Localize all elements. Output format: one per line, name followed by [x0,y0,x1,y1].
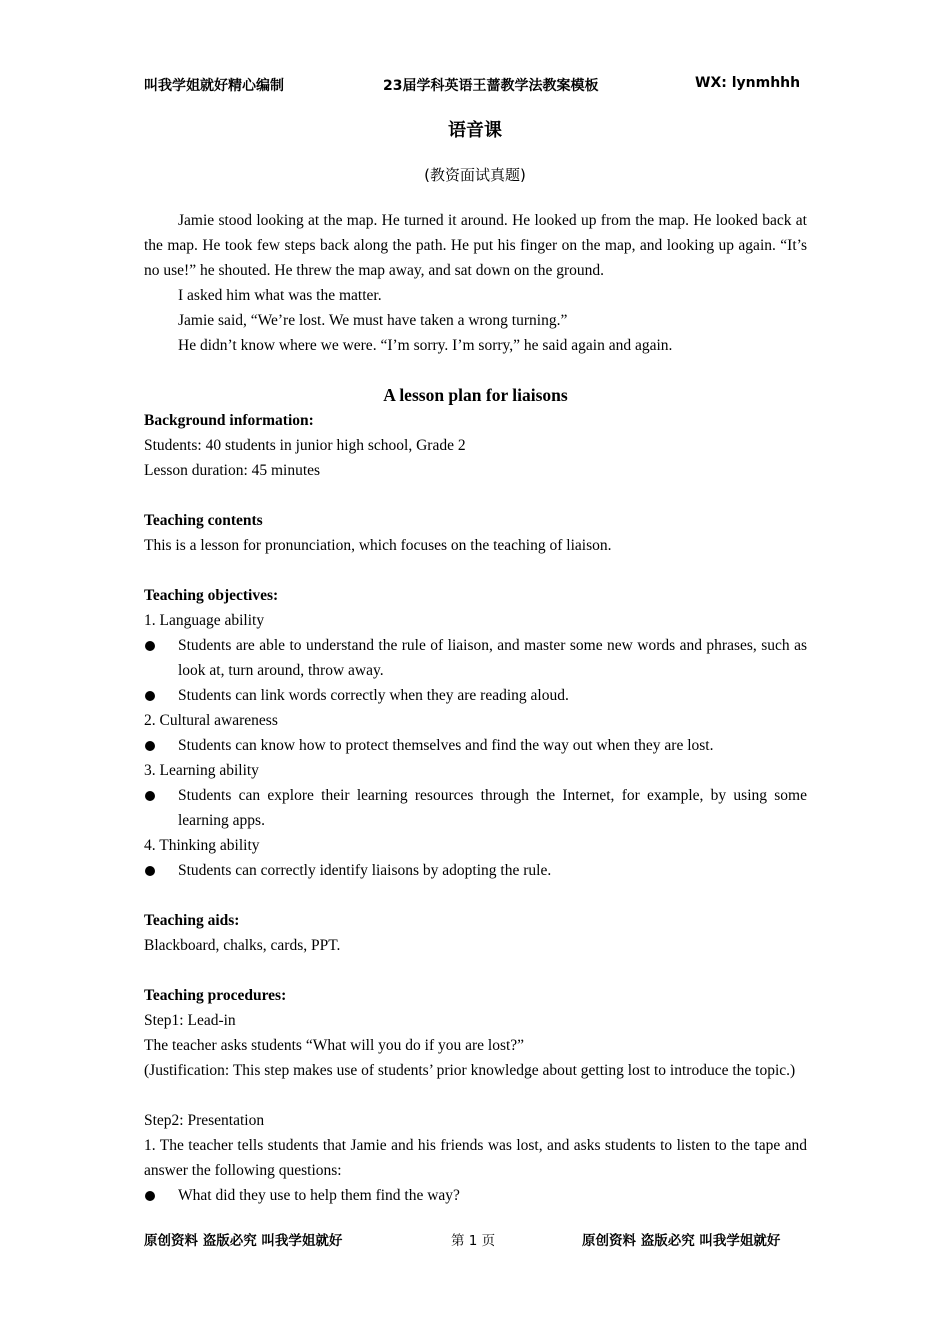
section-heading: Teaching contents [144,512,263,529]
list-item: Students can know how to protect themselves and find the way out when they are lost. [144,733,807,758]
story-paragraph: Jamie stood looking at the map. He turned it around. He looked up from the map. He looked back at the map. He took few steps back along the path. He put his finger on the map, and looking up again. “It’s no use!” he shouted. He threw the map away, and sat down on the ground. [144,212,807,279]
objective-group-label: 1. Language ability [144,612,265,629]
story-line: Jamie said, “We’re lost. We must have taken a wrong turning.” [178,312,568,329]
bullet-icon [145,1191,155,1201]
bullet-icon [145,791,155,801]
section-heading: Teaching procedures: [144,987,287,1004]
contents-text: This is a lesson for pronunciation, which focuses on the teaching of liaison. [144,537,612,554]
bullet-icon [145,691,155,701]
justification-text: (Justification: This step makes use of students’ prior knowledge about getting lost to introduce the topic.) [144,1062,796,1079]
page-title: 语音课 [448,120,502,141]
objective-group-label: 4. Thinking ability [144,837,260,854]
list-item: Students are able to understand the rule of liaison, and master some new words and phrases, such as look at, turn around, throw away. [144,633,807,683]
duration-info: Lesson duration: 45 minutes [144,462,321,479]
page-number: 第 1 页 [451,1233,496,1249]
aids-text: Blackboard, chalks, cards, PPT. [144,937,341,954]
objective-group-label: 3. Learning ability [144,762,259,779]
section-heading: Teaching aids: [144,912,240,929]
list-item: Students can explore their learning resources through the Internet, for example, by using some learning apps. [144,783,807,833]
footer-left: 原创资料 盗版必究 叫我学姐就好 [144,1233,343,1249]
page-subtitle: (教资面试真题) [424,166,526,184]
bullet-icon [145,741,155,751]
list-item: Students can link words correctly when they are reading aloud. [144,683,807,708]
list-item: Students can correctly identify liaisons by adopting the rule. [144,858,807,883]
story-line: I asked him what was the matter. [178,287,382,304]
list-item: What did they use to help them find the way? [144,1183,807,1208]
bullet-icon [145,866,155,876]
bullet-icon [145,641,155,651]
objective-group-label: 2. Cultural awareness [144,712,278,729]
header-left: 叫我学姐就好精心编制 [144,78,284,94]
section-heading: Background information: [144,412,314,429]
step-text: The teacher asks students “What will you do if you are lost?” [144,1037,525,1054]
document-body [144,208,807,1208]
story-line: He didn’t know where we were. “I’m sorry. I’m sorry,” he said again and again. [178,337,673,354]
section-heading: Teaching objectives: [144,587,279,604]
step-text: 1. The teacher tells students that Jamie and his friends was lost, and asks students to listen to the tape and answer the following questions: [144,1137,807,1179]
step-title: Step1: Lead-in [144,1012,236,1029]
step-title: Step2: Presentation [144,1112,265,1129]
lesson-title: A lesson plan for liaisons [383,385,568,405]
header-right: WX: lynmhhh [695,75,801,91]
footer-right: 原创资料 盗版必究 叫我学姐就好 [582,1233,781,1249]
students-info: Students: 40 students in junior high school, Grade 2 [144,437,466,454]
header-center: 23届学科英语王蔷教学法教案模板 [383,78,599,94]
